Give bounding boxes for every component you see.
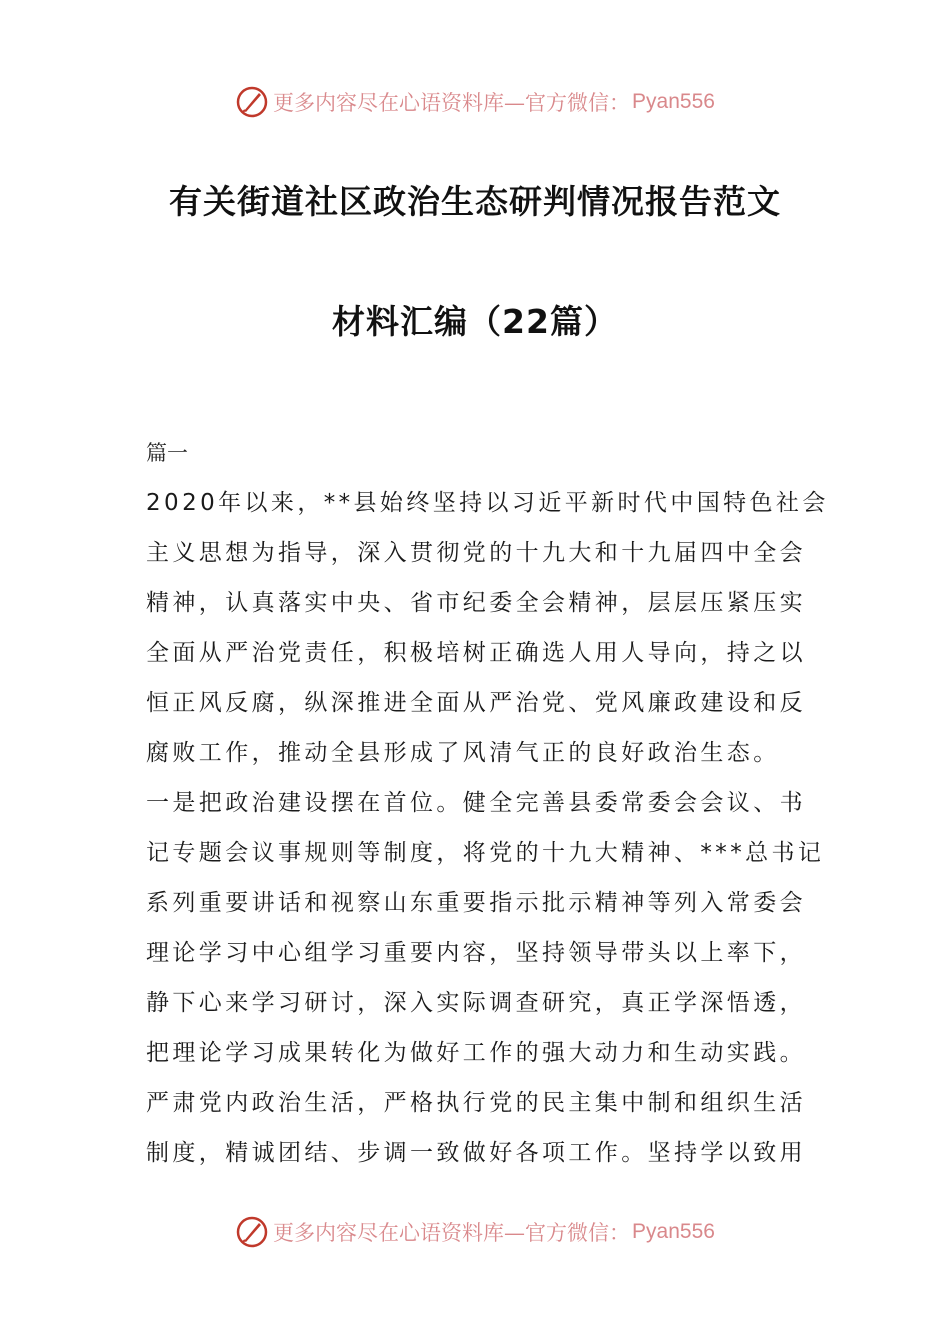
watermark-top <box>0 82 950 122</box>
body-line: 恒正风反腐，纵深推进全面从严治党、党风廉政建设和反 <box>146 690 806 716</box>
quill-logo-icon <box>235 1215 269 1249</box>
watermark-wechat-id: Pyan556 <box>632 90 715 113</box>
body-line: 一是把政治建设摆在首位。健全完善县委常委会会议、书 <box>146 790 806 816</box>
body-line: 制度，精诚团结、步调一致做好各项工作。坚持学以致用 <box>146 1140 806 1166</box>
watermark-wechat-id: Pyan556 <box>632 1220 715 1243</box>
quill-logo-icon <box>235 85 269 119</box>
body-line: 记专题会议事规则等制度，将党的十九大精神、***总书记 <box>146 840 825 866</box>
watermark-text: 更多内容尽在心语资料库—官方微信： <box>273 91 631 115</box>
document-title-line-1: 有关街道社区政治生态研判情况报告范文 <box>169 182 781 221</box>
body-line: 把理论学习成果转化为做好工作的强大动力和生动实践。 <box>146 1040 806 1066</box>
body-line: 静下心来学习研讨，深入实际调查研究，真正学深悟透， <box>146 990 806 1016</box>
section-label: 篇一 <box>146 441 188 465</box>
body-line: 腐败工作，推动全县形成了风清气正的良好政治生态。 <box>146 740 780 766</box>
watermark-text: 更多内容尽在心语资料库—官方微信： <box>273 1221 631 1245</box>
watermark-bottom <box>0 1212 950 1252</box>
body-line: 理论学习中心组学习重要内容，坚持领导带头以上率下， <box>146 940 806 966</box>
document-title-line-2: 材料汇编（22篇） <box>332 302 618 341</box>
body-line: 系列重要讲话和视察山东重要指示批示精神等列入常委会 <box>146 890 806 916</box>
body-line: 严肃党内政治生活，严格执行党的民主集中制和组织生活 <box>146 1090 806 1116</box>
body-text <box>146 484 829 1184</box>
body-line: 2020年以来，**县始终坚持以习近平新时代中国特色社会 <box>146 490 829 516</box>
body-line: 主义思想为指导，深入贯彻党的十九大和十九届四中全会 <box>146 540 806 566</box>
body-line: 精神，认真落实中央、省市纪委全会精神，层层压紧压实 <box>146 590 806 616</box>
body-line: 全面从严治党责任，积极培树正确选人用人导向，持之以 <box>146 640 806 666</box>
